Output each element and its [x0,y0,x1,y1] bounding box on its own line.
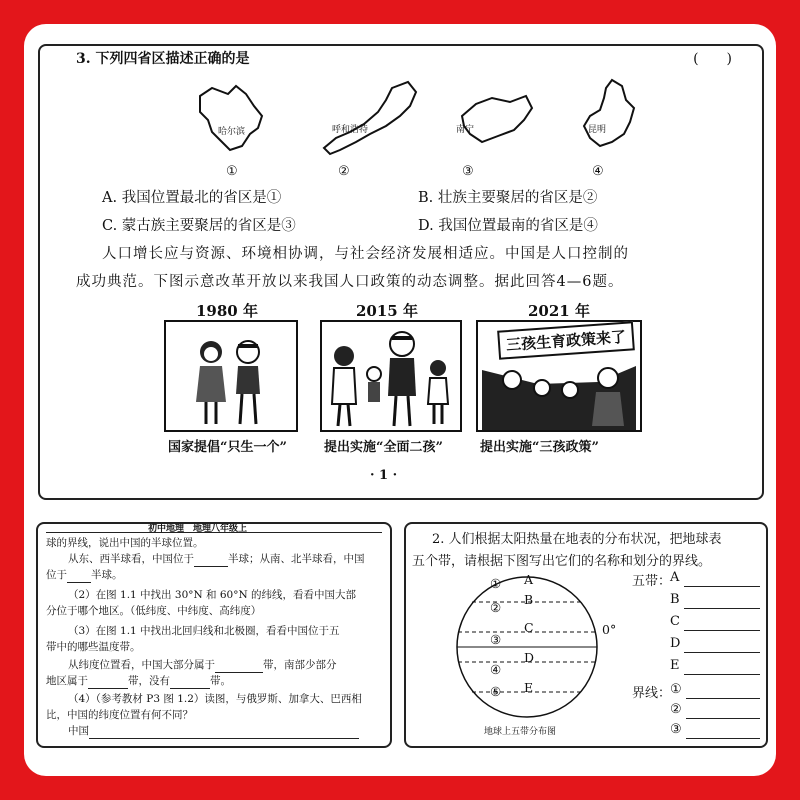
year-2015: 2015 年 [356,302,418,320]
left-line-3: 位于 半球。 [46,569,123,581]
zone-label-e: E [524,680,534,695]
zone-label-b: B [524,592,534,607]
province-maps [180,76,650,176]
workbook-left-panel [36,522,392,748]
left-line-6: （3）在图 1.1 中找出北回归线和北极圈，看看中国位于五 [68,625,340,637]
option-a: A. 我国位置最北的省区是① [102,190,282,206]
left-line-2: 从东、西半球看，中国位于 半球；从南、北半球看，中国 [68,553,365,565]
cartoon-1980 [164,320,298,432]
answer-line-e[interactable] [684,674,760,675]
intro-line-1: 人口增长应与资源、环境相协调，与社会经济发展相适应。中国是人口控制的 [102,246,629,262]
right-line-1: 2. 人们根据太阳热量在地表的分布状况，把地球表 [432,532,722,547]
left-line-1: 球的界线，说出中国的半球位置。 [46,537,204,549]
year-2021: 2021 年 [528,302,590,320]
yunnan-map [584,80,634,146]
option-c: C. 蒙古族主要聚居的省区是③ [102,218,296,234]
answer-number-1: ① [670,682,682,697]
equator-zero-label: 0° [602,622,617,637]
left-line-8: 从纬度位置看，中国大部分属于 带，南部少部分 [68,659,337,671]
year-1980: 1980 年 [196,302,258,320]
map-label-nanning: 南宁 [456,125,475,135]
guangxi-map [462,96,532,142]
answer-line-b[interactable] [684,608,760,609]
map-number-2: ② [338,164,350,179]
boundary-number-3: ③ [490,632,502,647]
answer-line-1[interactable] [686,698,760,699]
header-rule [46,532,382,533]
left-line-11: 比，中国的纬度位置有何不同？ [46,709,193,721]
option-d: D. 我国位置最南的省区是④ [418,218,598,234]
answer-letter-e: E [670,658,680,673]
cartoon-2021 [476,320,642,432]
intro-line-2: 成功典范。下图示意改革开放以来我国人口政策的动态调整。据此回答4—6题。 [76,274,624,290]
policy-banner: 三孩生育政策来了 [497,321,635,359]
workbook-header: 初中地理 地理八年级上 [148,524,248,534]
cartoon-2015 [320,320,462,432]
left-line-7: 带中的哪些温度带。 [46,641,141,653]
workbook-right-panel [404,522,768,748]
zone-label-d: D [524,650,535,665]
inner-mongolia-map [324,82,416,154]
answer-line-a[interactable] [684,586,760,587]
caption-2015: 提出实施“全面二孩” [324,440,443,455]
wudai-label: 五带： [632,574,672,589]
diagram-caption: 地球上五带分布图 [484,727,557,737]
couple-illustration [166,322,296,430]
answer-letter-b: B [670,592,680,607]
answer-number-2: ② [670,702,682,717]
family-of-four-illustration [322,322,460,430]
left-line-9: 地区属于 带，没有 带。 [46,675,231,687]
map-number-4: ④ [592,164,604,179]
left-line-10: （4）（参考教材 P3 图 1.2）读图，与俄罗斯、加拿大、巴西相 [68,693,362,705]
answer-letter-d: D [670,636,681,651]
map-label-harbin: 哈尔滨 [218,127,246,137]
jiexian-label: 界线： [632,686,672,701]
map-number-3: ③ [462,164,474,179]
question-3-stem: 3. 下列四省区描述正确的是 [76,51,250,67]
answer-line-d[interactable] [684,652,760,653]
left-line-12: 中国 [68,724,392,739]
option-b: B. 壮族主要聚居的省区是② [418,190,598,206]
boundary-number-4: ④ [490,662,502,677]
left-line-5: 分位于哪个地区。（低纬度、中纬度、高纬度） [46,605,262,617]
caption-2021: 提出实施“三孩政策” [480,440,599,455]
heilongjiang-map [200,86,262,150]
zone-label-a: A [524,572,534,587]
left-line-4: （2）在图 1.1 中找出 30°N 和 60°N 的纬线，看看中国大部 [68,589,357,601]
page-number: · 1 · [370,468,398,483]
caption-1980: 国家提倡“只生一个” [168,440,287,455]
map-number-1: ① [226,164,238,179]
exam-page-panel [38,44,764,500]
answer-parentheses: ( ) [693,51,732,67]
answer-letter-a: A [670,570,680,585]
answer-number-3: ③ [670,722,682,737]
map-label-kunming: 昆明 [588,125,607,135]
answer-line-3[interactable] [686,738,760,739]
boundary-number-1: ① [490,576,502,591]
answer-line-c[interactable] [684,630,760,631]
boundary-number-2: ② [490,600,502,615]
zone-label-c: C [524,620,534,635]
map-label-hohhot: 呼和浩特 [332,125,369,135]
answer-line-2[interactable] [686,718,760,719]
answer-letter-c: C [670,614,680,629]
right-line-2: 五个带，请根据下图写出它们的名称和划分的界线。 [412,554,712,569]
boundary-number-5: ⑤ [490,684,502,699]
